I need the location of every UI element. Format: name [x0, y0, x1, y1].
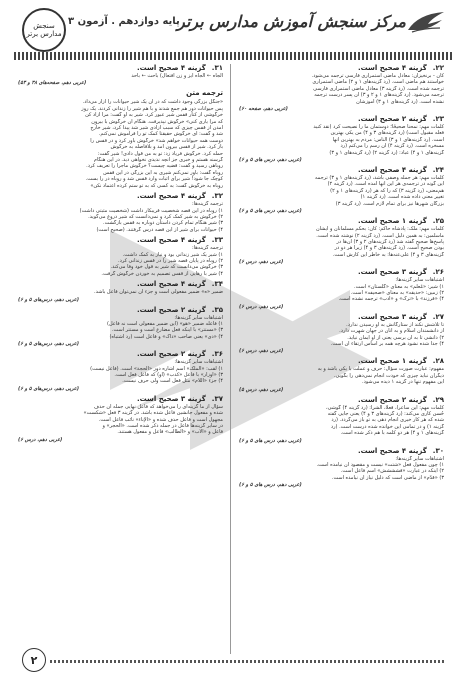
explanation-line: پس حیوانات دور هم جمع شدند و با هم شیر را زندانی کردند. یک روز	[81, 105, 223, 112]
explanation-line: ترجمه می‌شود. (رد گزینه‌های ۱ و ۲ و ۳) آن پسر درست ترجمه	[314, 92, 444, 99]
explanation-line: روباه به خرگوش گفت: به کسی که به تو ستم کرده اعتماد نکن»	[90, 182, 223, 189]
source-reference: (عربی دهم، درس‌های ۵ و ۶)	[18, 341, 80, 348]
explanation-line: گرسنه هستم و خبری جز آنچه ندیدی نخواهی دید. در این هنگام	[93, 157, 223, 164]
explanation-line: اشتباهات سایر گزینه‌ها:	[174, 359, 223, 366]
explanation-line: ۲) زمین: «حدیقه» به معنای «صحیفه» است.	[350, 289, 444, 296]
explanation-line: ترجمه شده است. (رد گزینه ۳) معادل ماضی استمراری فارسی	[313, 85, 444, 92]
answer-block	[239, 396, 444, 444]
explanation-line: حمله کرد. خرگوش فریاد زد: تو به من قول دادی! شیر گفت:	[97, 150, 223, 157]
explanation-line: کلمات مهم: هر جمله وصفی باشد، (رد گزینه‌های ۱ و ۳) ترجمه	[315, 175, 444, 182]
explanation-line: ۴) جدا شده نشود هرچه همه بر اساس ارتقاء آن است.	[330, 340, 444, 347]
question-number: ۳۵.	[211, 305, 223, 314]
explanation-line: کان - برنخیزان: معادل ماضی استمراری فارسی ترجمه می‌شود.	[311, 73, 444, 79]
answer-columns	[18, 64, 444, 654]
explanation-line: فاعل و «الأب» و «الطالب» فاعل و مفعول هستند.	[117, 429, 223, 436]
source-reference: (عربی دهم، درس ۶)	[239, 348, 284, 355]
explanation-line: گزینه ۱) و در تمامی این خوانده شده درست است. (رد	[330, 423, 444, 430]
answer-block	[18, 64, 223, 86]
source-reference: (عربی دهم، صفحه ۶۰)	[239, 106, 288, 113]
explanation-line: کلمات مهم: نمحنا صحیحًا؛ دوستمان ما را نصیحت کرد (نقد کنید	[313, 124, 444, 131]
explanation-line: ۱) روباه در این قصه شخصیت فریبکار داشت (شخصیت مثبتی داشت)	[79, 207, 223, 214]
answer-block	[239, 357, 444, 392]
explanation-line: ۲) خرگوش به شیر کمک کرد و نمی‌دانست که شیر دروغ می‌گوید.	[88, 213, 223, 220]
explanation-line: این مفهوم تنها در گزینه ۱ دیده می‌شود.	[362, 379, 444, 386]
explanation-line: ۴) شیر با رهایی از قفس تصمیم به خوردن خرگوش گرفت.	[101, 270, 223, 277]
correct-option: گزینه ۴ صحیح است.	[136, 236, 206, 245]
explanation-line: ۳) «مستتر» با اینکه فعل مضارع است و مستتر است.	[111, 327, 223, 334]
explanation-line: اشتباهات سایر گزینه‌ها:	[395, 277, 444, 284]
explanation-line: هم‌معنی، (رد گزینه ۳) که را که هر (رد گزینه‌های ۱ و ۲)	[330, 187, 444, 194]
right-column	[239, 64, 444, 654]
question-number: ۲۲.	[432, 64, 444, 72]
explanation-line: کوچک جا شود! شیر برای اثبات وارد قفس شد و روباه در را بست.	[85, 176, 223, 183]
explanation-line: ۲) روباه در پایان قصه شیر را در قفس زندانی کرد.	[118, 257, 223, 264]
left-column	[18, 64, 223, 654]
source-reference: (عربی دهم، درس ۶)	[18, 436, 63, 443]
correct-option: گزینه ۴ صحیح است.	[357, 64, 427, 72]
explanation-line: کلمات مهم: ملک: پادشاه حاکم: کان: بحکم مسلمانان و ایشان	[315, 226, 444, 233]
source-reference: (عربی دهم، درس های ۵ و ۶)	[239, 208, 302, 215]
explanation-line: ۱) فاعله ضمیر «هو» (این ضمیر مفعولی است نه فاعل)	[107, 320, 223, 327]
answer-block	[239, 268, 444, 310]
answer-heading	[239, 115, 444, 123]
test-label: پایه دوازدهم . آزمون ۳	[68, 16, 180, 27]
explanation-line: کلمات مهم: این ساعرا، فعلا، الشرا: (رد گزینه ۴) گوشی،	[325, 404, 444, 411]
correct-option: گزینه ۴ صحیح است.	[357, 166, 427, 175]
explanation-line: گزینه‌های ۱ و ۴) عباد: (رد گزینه ۲) (رد گزینه‌های ۱ و ۳)	[329, 149, 444, 156]
section-title: ترجمه متن	[186, 89, 223, 98]
question-number: ۲۳.	[432, 115, 444, 124]
explanation-line: شد و گفت: ای خرگوش حقیقتاً کمک تو را فراموش نمی‌کنم.	[98, 131, 223, 138]
question-number: ۲۸.	[432, 357, 444, 366]
brand-title: مرکز سنجش آموزش مدارس برتر	[177, 12, 406, 31]
explanation-line: ۳) خرگوش می‌دانست که شیر به قول خود وفا می‌کند.	[110, 264, 223, 271]
correct-option: گزینه ۲ صحیح است.	[357, 395, 427, 404]
correct-option: گزینه ۲ صحیح است.	[357, 115, 427, 124]
source-reference: (عربی دهم، درس‌های ۵ و ۶)	[18, 296, 80, 303]
answer-heading	[18, 192, 223, 200]
explanation-line: ۱) شیر یک شیر زندانی بود و نیاز به کمک داشت.	[122, 251, 223, 258]
correct-option: گزینه ۴ صحیح است.	[136, 192, 206, 201]
answer-block	[239, 166, 444, 214]
explanation-line: روباهی رسید و گفت: قضیه چیست؟ خرگوش ماجرا را تعریف کرد.	[86, 163, 223, 170]
correct-option: گزینه ۲ صحیح است.	[136, 350, 206, 359]
explanation-line: خرگوشی از کنار قفس شیر عبور کرد. شیر به او گفت: مرا آزاد کن	[85, 112, 223, 119]
explanation-line: ماسلمین: به همین دلیل است. (رد گزینه ۲) نوشته شده است.	[316, 232, 444, 239]
explanation-line: ۴) حیوانات برای شیر از این قصه درس گرفتند. (صحیح است)	[96, 226, 223, 233]
correct-option: گزینه ۳ صحیح است.	[357, 268, 427, 277]
answer-heading	[239, 357, 444, 365]
explanation-line: ۲) اینکه در عبارت «فشششش» اسم فاعل است.	[340, 468, 444, 475]
question-number: ۳۱.	[211, 64, 223, 72]
question-number: ۳۷.	[211, 394, 223, 403]
explanation-line: ترجمه گزینه‌ها:	[192, 245, 223, 252]
source-reference: (عربی دهم، درس ۵)	[239, 386, 284, 393]
explanation-line: «جنگل بزرگی وجود داشت که در آن یک شیر حیوانات را آزار می‌داد.	[82, 99, 223, 106]
explanation-line: تغییر معنی داده شده است. (رد گزینه ۱)	[360, 194, 444, 201]
answer-heading	[239, 396, 444, 404]
source-reference: (عربی دهم، درس های ۵ و ۶)	[239, 437, 302, 444]
explanation-line: دوست همه حیوانات خواهم شد» خرگوش باور کرد و در قفس را	[90, 137, 223, 144]
explanation-line: بزرگان شهرها نیز برای تمام لازم است. (رد گزینه ۳)	[335, 200, 444, 207]
question-number: ۳۴.	[211, 280, 223, 289]
answer-block	[18, 192, 223, 233]
explanation-line: از دانشمندان اسلام و به آنان در جهان شهرت دارد.	[339, 328, 444, 335]
wings-logo-icon	[406, 10, 446, 36]
explanation-line: حُسن کاری می‌کند: (رد گزینه‌های ۳ و ۴) یعنی جایی گفته	[327, 411, 444, 417]
question-number: ۲۶.	[432, 268, 444, 277]
correct-option: گزینه ۱ صحیح است.	[357, 217, 427, 226]
footer-divider	[50, 660, 444, 663]
explanation-line: پاسخ‌ها صحیح گفته شد (رد گزینه‌های ۲ و ۳) آن‌ها در	[336, 238, 444, 245]
explanation-line: گزینه‌های ۳ و ۴) علی‌عنه‌ها: به خاطر این کارش است.	[332, 251, 444, 258]
logo-text: سنجش مدارس برتر	[26, 22, 62, 38]
source-reference: (عربی دهم، صفحه‌های ۳۸ و ۵۳)	[18, 80, 87, 87]
column-divider	[230, 64, 231, 654]
explanation-line: ۴) «ذی» یعنی صاحب «ذاک» و فاعل است (رد اشتباه)	[109, 333, 223, 340]
answer-block	[18, 306, 223, 348]
explanation-line: دیگران نباید چیزی که خودت انجام نمی‌دهی را بگویی.	[333, 372, 444, 379]
explanation-line: ۳) شیر هنگام تمام کردن داستان دوباره به قفس بازگشت.	[103, 220, 223, 227]
explanation-line: فعله مقبول است) (رد گزینه‌های ۳ و ۴) من یکی بهترین	[330, 130, 444, 137]
answer-heading	[18, 236, 223, 244]
explanation-line: بودن صحیح است. (رد گزینه‌های ۳ و ۴) زیرا هر دو در	[334, 245, 444, 252]
explanation-line: تا تلاشش نکند از ستارگانش به او رسیدن ندارد.	[346, 321, 444, 328]
source-reference: (عربی دهم، درس های ۵ و ۶)	[239, 482, 302, 489]
explanation-line: ۳) «أوزار» با فاعل «کذب» (او) که فاعل فعل است.	[114, 372, 223, 378]
explanation-line: ۱) لقب: «الملک» اسم اشاره دور «الحجة» است. (فاعل نیست)	[90, 365, 223, 372]
answer-heading	[239, 166, 444, 174]
correct-option: گزینه ۱ صحیح است.	[357, 357, 427, 366]
answer-block	[18, 236, 223, 277]
answer-block	[239, 447, 444, 489]
correct-option: گزینه ۳ صحیح است.	[136, 394, 206, 403]
explanation-line: ۲) دانشی تا به آن برسی یعنی از او ایمان نیاید.	[347, 334, 444, 341]
explanation-line: ضمیر «ه» ضمیر مفعولی است و جزء آن نمی‌توان فاعل باشد.	[94, 289, 223, 296]
answer-block	[239, 64, 444, 112]
explanation-line: ۴) جزء «اللام» مثل فعل است ولی حرف نیست.	[122, 378, 223, 385]
answer-heading	[18, 306, 223, 314]
answer-block	[239, 313, 444, 355]
question-number: ۲۹.	[432, 395, 444, 404]
question-number: ۲۵.	[432, 217, 444, 226]
explanation-line: ۳) «قدّم» از ماضی است که دلیل نیاز آن نیامده است.	[331, 474, 444, 481]
page-number: ۲	[22, 648, 46, 672]
answer-block	[239, 217, 444, 265]
explanation-line: خواستند هم ماضی است. (رد گزینه‌های ۱ و ۲) ماضی استمراری	[312, 79, 444, 86]
explanation-line: شده که هر کار خیری انجام دهی به تو باز می‌گردد. (رد	[331, 417, 444, 424]
explanation-line: اشتباهات سایر گزینه‌ها:	[174, 314, 223, 321]
header-divider	[14, 52, 454, 60]
answer-heading	[239, 447, 444, 455]
source-reference: (عربی دهم، درس ۶)	[239, 303, 284, 310]
question-number: ۳۳.	[211, 236, 223, 245]
question-number: ۳۰.	[432, 446, 444, 455]
explanation-line: روباه گفت: باور نمی‌کنم شیری به این بزرگی در این قفس	[103, 169, 223, 176]
answer-heading	[18, 64, 223, 72]
explanation-line: باز کرد. شیر از قفس بیرون آمد و بلافاصله به خرگوش	[110, 144, 223, 151]
explanation-line: الجاه ← الجاه ایز و زن افتعال) باحث ← باحد	[131, 73, 223, 79]
explanation-line: مجهول است و فاعل حذف شده و «الإناء» نائب فاعل است.	[98, 416, 223, 423]
answer-heading	[239, 64, 444, 72]
header	[14, 6, 454, 60]
answer-heading	[18, 395, 223, 403]
answer-block	[18, 395, 223, 443]
explanation-line: ۴) «فرزند» با «ترک» و «ادب» ترجمه نشده است.	[338, 296, 444, 303]
explanation-line: این گونه در ترجمه‌ی هر این آنها آمده است. (رد گزینه ۲)	[327, 181, 444, 188]
explanation-line: شده و مفعول جانشین فاعل شده باشد. در گزینه ۳ فعل «شکست»	[83, 410, 223, 417]
answer-block	[18, 89, 223, 189]
school-logo	[22, 8, 66, 52]
explanation-line: اشتباهات سایر گزینه‌ها:	[395, 455, 444, 462]
answer-heading	[18, 280, 223, 288]
question-number: ۳۲.	[211, 192, 223, 201]
explanation-line: مفهوم: عبارت صورت سؤال: حرف و عملت با یکی باشد و به	[317, 366, 444, 373]
explanation-line: سؤال از ما گزینه‌ای را می‌خواهد که فاعل نهایی جمله آن حذف	[93, 403, 223, 410]
correct-option: گزینه ۴ صحیح است.	[136, 280, 206, 289]
explanation-line: ۱) شیر: «مُعلّم» به معنای «گلستان» است.	[353, 283, 444, 290]
explanation-line: ترجمه گزینه‌ها:	[192, 201, 223, 208]
answer-heading	[18, 350, 223, 358]
correct-option: گزینه ۴ صحیح است.	[357, 446, 427, 455]
explanation-line: است. (رد گزینه‌های ۱ و ۳) الناس: مردم به بهترین آنها	[332, 136, 444, 143]
answer-heading	[239, 313, 444, 321]
explanation-line: در سایر گزینه‌ها فاعل در جمله ذکر شده است. «الحجر» و	[102, 423, 223, 430]
question-number: ۲۷.	[432, 312, 444, 321]
source-reference: (عربی دهم، درس ۶)	[239, 259, 284, 266]
question-number: ۲۴.	[432, 166, 444, 175]
explanation-line: ۱) چون مفعول فعل «شتت» نیست و مقصود آن نیامده است.	[316, 462, 444, 469]
source-reference: (عربی دهم، درس های ۵ و ۶)	[239, 157, 302, 164]
question-number: ۳۶.	[211, 350, 223, 359]
explanation-line: آمدن از قفس چیزی که سبب آزادی شیر شد پیدا کرد، شیر خارج	[90, 125, 223, 132]
answer-block	[18, 350, 223, 392]
explanation-line: مسخره است. (رد گزینه ۴) آن رسم را می‌کنم (رد	[340, 143, 444, 150]
explanation-line: که مرا یاری کنی» خرگوش نپذیرفت. هنگام آن خرگوش با بیرون	[91, 118, 223, 125]
answer-heading	[239, 268, 444, 276]
correct-option: گزینه ۲ صحیح است.	[136, 305, 206, 314]
answer-block	[18, 280, 223, 302]
source-reference: (عربی دهم، درس‌های ۵ و ۶)	[18, 385, 80, 392]
correct-option: گزینه ۴ صحیح است.	[136, 64, 206, 72]
answer-block	[239, 115, 444, 163]
answer-heading	[239, 217, 444, 225]
correct-option: گزینه ۳ صحیح است.	[357, 312, 427, 321]
explanation-line: نشده است. (رد گزینه‌های ۱ و ۳) آموزشان	[356, 98, 444, 105]
explanation-line: گزینه‌های ۱ و ۴) هر دو کلمه با هم ذکر شده است.	[340, 430, 444, 437]
